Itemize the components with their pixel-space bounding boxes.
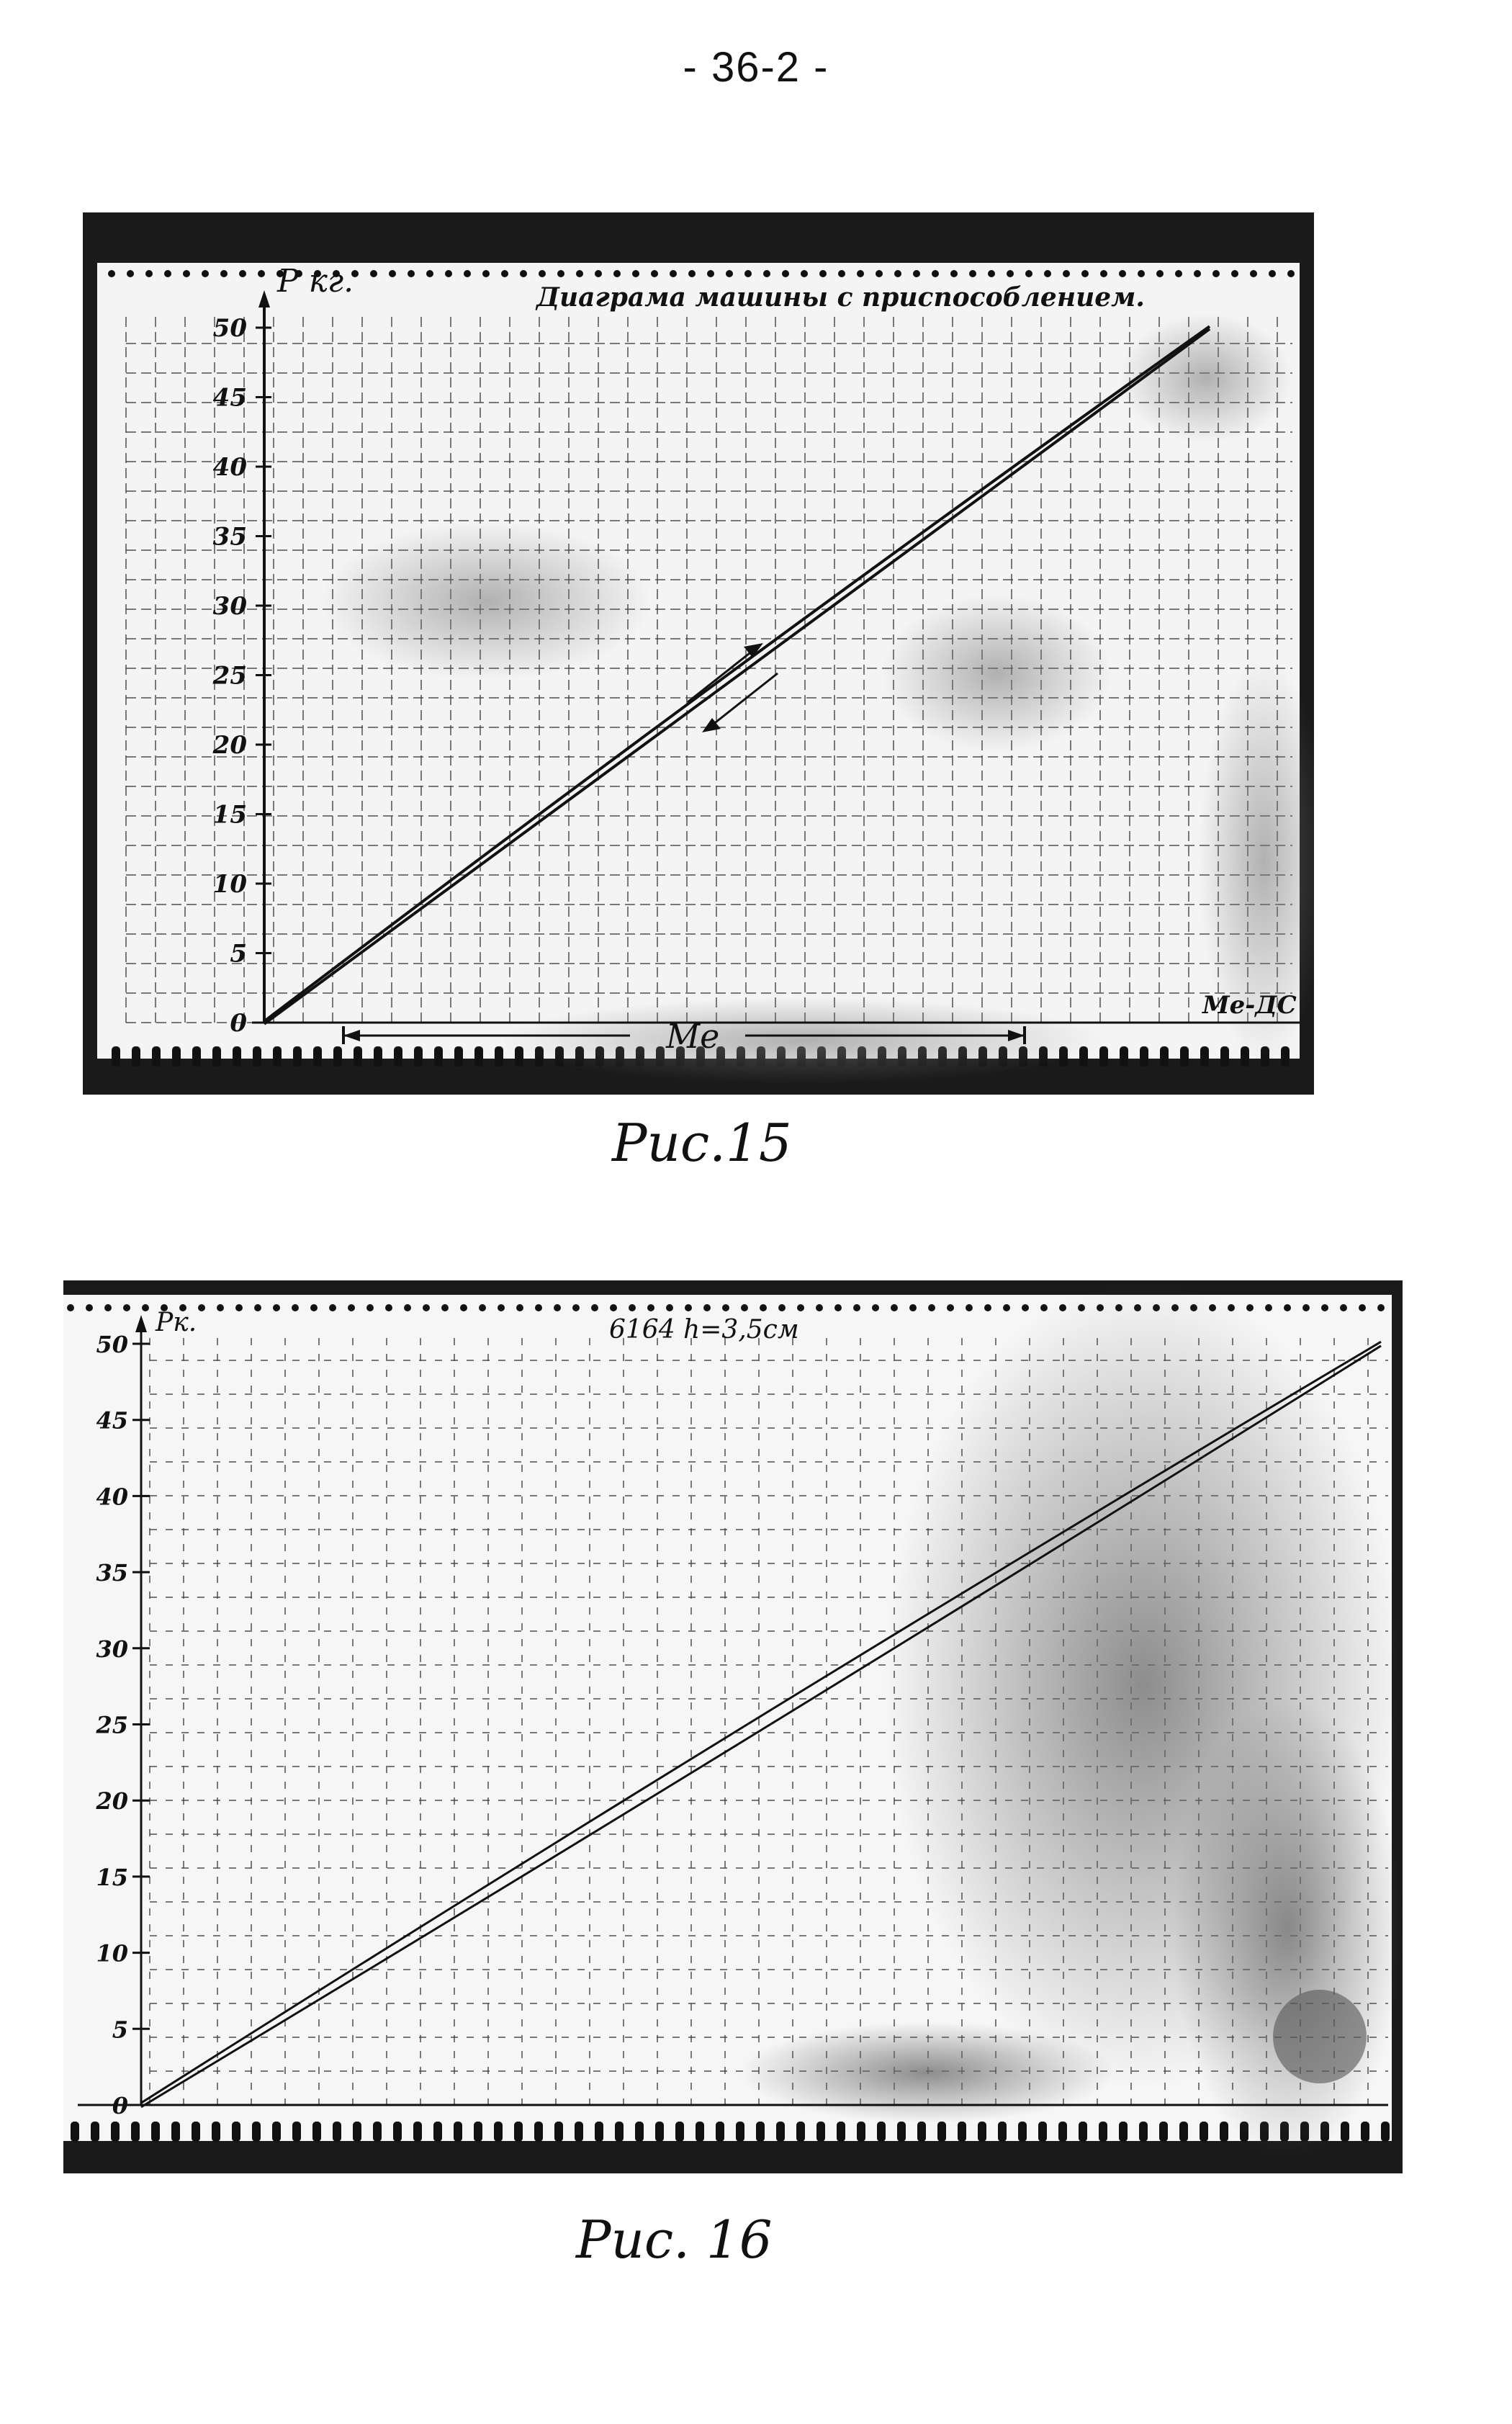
sprocket-hole bbox=[464, 270, 471, 277]
sprocket-hole bbox=[183, 270, 190, 277]
sprocket-hole bbox=[232, 2122, 240, 2142]
sprocket-hole bbox=[239, 270, 246, 277]
sprocket-hole bbox=[423, 1304, 430, 1311]
sprocket-hole bbox=[776, 2122, 785, 2142]
sprocket-hole bbox=[834, 1304, 842, 1311]
sprocket-hole bbox=[595, 2122, 603, 2142]
sprocket-hole bbox=[1003, 1304, 1010, 1311]
chart-paper bbox=[97, 263, 1300, 1059]
sprocket-hole bbox=[716, 2122, 724, 2142]
sprocket-hole bbox=[1231, 270, 1238, 277]
sprocket-hole bbox=[112, 1046, 120, 1067]
sprocket-hole bbox=[958, 2122, 966, 2142]
stain bbox=[882, 594, 1112, 753]
sprocket-hole bbox=[857, 2122, 865, 2142]
sprocket-hole bbox=[494, 2122, 503, 2142]
sprocket-hole bbox=[404, 1304, 411, 1311]
sprocket-hole bbox=[111, 2122, 120, 2142]
sprocket-hole bbox=[998, 2122, 1007, 2142]
sprocket-hole bbox=[950, 270, 958, 277]
y-tick-label: 50 bbox=[96, 1331, 128, 1358]
figure-15-plate bbox=[83, 212, 1314, 1095]
sprocket-hole bbox=[978, 2122, 986, 2142]
figure-15-chart bbox=[83, 212, 1314, 1095]
sprocket-hole bbox=[310, 1304, 318, 1311]
sprocket-hole bbox=[796, 2122, 805, 2142]
sprocket-hole bbox=[1302, 1304, 1310, 1311]
sprocket-hole bbox=[313, 1046, 322, 1067]
sprocket-hole bbox=[433, 2122, 442, 2142]
y-tick-label: 40 bbox=[212, 453, 247, 482]
sprocket-hole bbox=[1119, 270, 1126, 277]
sprocket-hole bbox=[535, 1304, 542, 1311]
sprocket-hole bbox=[1200, 1046, 1209, 1067]
sprocket-hole bbox=[891, 1304, 898, 1311]
sprocket-hole bbox=[212, 1046, 221, 1067]
sprocket-hole bbox=[354, 1046, 362, 1067]
sprocket-hole bbox=[220, 270, 228, 277]
sprocket-hole bbox=[857, 270, 864, 277]
sprocket-hole bbox=[1022, 1304, 1029, 1311]
y-tick-label: 15 bbox=[212, 800, 247, 830]
sprocket-hole bbox=[1007, 270, 1014, 277]
sprocket-hole bbox=[816, 1304, 823, 1311]
sprocket-hole bbox=[1246, 1304, 1254, 1311]
sprocket-hole bbox=[1340, 1304, 1347, 1311]
sprocket-hole bbox=[966, 1304, 973, 1311]
sprocket-hole bbox=[1179, 2122, 1188, 2142]
sprocket-hole bbox=[474, 2122, 482, 2142]
sprocket-hole bbox=[1100, 270, 1107, 277]
y-tick-label: 45 bbox=[96, 1406, 128, 1435]
sprocket-hole bbox=[501, 270, 508, 277]
sprocket-hole bbox=[703, 1304, 711, 1311]
y-tick-label: 30 bbox=[96, 1635, 128, 1663]
sprocket-hole bbox=[370, 270, 377, 277]
sprocket-hole bbox=[741, 1304, 748, 1311]
sprocket-hole bbox=[333, 1046, 342, 1067]
sprocket-hole bbox=[876, 270, 883, 277]
sprocket-hole bbox=[520, 270, 527, 277]
sprocket-hole bbox=[374, 1046, 382, 1067]
sprocket-hole bbox=[613, 270, 621, 277]
sprocket-hole bbox=[1119, 2122, 1128, 2142]
stain bbox=[740, 2022, 1115, 2123]
sprocket-hole bbox=[233, 1046, 241, 1067]
sprocket-hole bbox=[655, 2122, 664, 2142]
sprocket-hole bbox=[123, 1304, 130, 1311]
sprocket-hole bbox=[1038, 2122, 1047, 2142]
y-axis-label: Рк. bbox=[156, 1308, 197, 1337]
sprocket-hole bbox=[947, 1304, 954, 1311]
sprocket-hole bbox=[293, 1046, 302, 1067]
sprocket-hole bbox=[172, 1046, 181, 1067]
figure-15-caption: Рис.15 bbox=[612, 1113, 792, 1173]
sprocket-hole bbox=[86, 1304, 93, 1311]
y-tick-label: 50 bbox=[212, 314, 247, 343]
sprocket-hole bbox=[635, 2122, 644, 2142]
sprocket-hole bbox=[1058, 2122, 1067, 2142]
sprocket-hole bbox=[498, 1304, 505, 1311]
y-axis-label: Р кг. bbox=[277, 263, 354, 300]
sprocket-hole bbox=[688, 270, 696, 277]
sprocket-hole bbox=[1269, 270, 1276, 277]
sprocket-hole bbox=[1377, 1304, 1385, 1311]
sprocket-hole bbox=[198, 1304, 205, 1311]
y-tick-label: 5 bbox=[230, 939, 247, 969]
sprocket-hole bbox=[816, 2122, 825, 2142]
sprocket-hole bbox=[394, 1046, 402, 1067]
y-tick-label: 0 bbox=[230, 1009, 247, 1038]
sprocket-hole bbox=[778, 1304, 786, 1311]
sprocket-hole bbox=[744, 270, 752, 277]
sprocket-hole bbox=[385, 1304, 392, 1311]
sprocket-hole bbox=[763, 270, 770, 277]
sprocket-hole bbox=[1139, 2122, 1148, 2142]
sprocket-hole bbox=[127, 270, 134, 277]
sprocket-hole bbox=[647, 1304, 654, 1311]
sprocket-hole bbox=[91, 2122, 99, 2142]
page-number: - 36-2 - bbox=[683, 44, 829, 91]
sprocket-hole bbox=[164, 270, 171, 277]
sprocket-hole bbox=[445, 270, 452, 277]
sprocket-hole bbox=[736, 2122, 744, 2142]
sprocket-hole bbox=[595, 270, 602, 277]
sprocket-hole bbox=[782, 270, 789, 277]
sprocket-hole bbox=[479, 1304, 486, 1311]
sprocket-hole bbox=[1321, 1304, 1328, 1311]
sprocket-hole bbox=[534, 2122, 543, 2142]
sprocket-hole bbox=[212, 2122, 220, 2142]
sprocket-hole bbox=[1381, 2122, 1390, 2142]
sprocket-hole bbox=[651, 270, 658, 277]
sprocket-hole bbox=[1025, 270, 1032, 277]
sprocket-hole bbox=[894, 270, 901, 277]
sprocket-hole bbox=[460, 1304, 467, 1311]
sprocket-hole bbox=[253, 1046, 261, 1067]
y-tick-label: 25 bbox=[212, 661, 247, 691]
sprocket-hole bbox=[393, 2122, 402, 2142]
y-tick-label: 20 bbox=[212, 731, 247, 760]
sprocket-hole bbox=[632, 270, 639, 277]
sprocket-hole bbox=[254, 1304, 261, 1311]
sprocket-hole bbox=[1250, 270, 1257, 277]
sprocket-hole bbox=[675, 2122, 684, 2142]
sprocket-hole bbox=[897, 2122, 906, 2142]
sprocket-hole bbox=[454, 2122, 462, 2142]
sprocket-hole bbox=[1044, 270, 1051, 277]
y-tick-label: 10 bbox=[96, 1939, 128, 1967]
sprocket-hole bbox=[1120, 1046, 1128, 1067]
sprocket-hole bbox=[1099, 2122, 1107, 2142]
sprocket-hole bbox=[576, 270, 583, 277]
sprocket-hole bbox=[273, 1046, 282, 1067]
sprocket-hole bbox=[801, 270, 808, 277]
sprocket-hole bbox=[1138, 270, 1145, 277]
stain bbox=[320, 522, 652, 681]
sprocket-hole bbox=[192, 2122, 200, 2142]
sprocket-hole bbox=[151, 2122, 160, 2142]
sprocket-hole bbox=[1212, 270, 1220, 277]
sprocket-hole bbox=[722, 1304, 729, 1311]
sprocket-hole bbox=[132, 1046, 140, 1067]
y-tick-label: 25 bbox=[96, 1711, 128, 1739]
x-axis-label: Ме bbox=[666, 1017, 720, 1056]
sprocket-hole bbox=[152, 1046, 161, 1067]
sprocket-hole bbox=[1220, 1046, 1229, 1067]
y-tick-label: 35 bbox=[212, 522, 247, 552]
sprocket-hole bbox=[495, 1046, 503, 1067]
sprocket-hole bbox=[591, 1304, 598, 1311]
sprocket-hole bbox=[988, 270, 995, 277]
sprocket-hole bbox=[1284, 1304, 1291, 1311]
sprocket-hole bbox=[258, 270, 265, 277]
sprocket-hole bbox=[1175, 270, 1182, 277]
sprocket-hole bbox=[408, 270, 415, 277]
sprocket-hole bbox=[1081, 270, 1089, 277]
sprocket-hole bbox=[202, 270, 209, 277]
sprocket-hole bbox=[482, 270, 490, 277]
sprocket-hole bbox=[760, 1304, 767, 1311]
sprocket-hole bbox=[837, 2122, 845, 2142]
sprocket-hole bbox=[872, 1304, 879, 1311]
y-tick-label: 35 bbox=[96, 1559, 128, 1587]
figure-16-caption: Рис. 16 bbox=[576, 2209, 773, 2270]
sprocket-hole bbox=[235, 1304, 243, 1311]
sprocket-hole bbox=[1159, 2122, 1168, 2142]
sprocket-hole bbox=[142, 1304, 149, 1311]
sprocket-hole bbox=[474, 1046, 483, 1067]
sprocket-hole bbox=[1180, 1046, 1189, 1067]
sprocket-hole bbox=[1079, 2122, 1087, 2142]
sprocket-hole bbox=[312, 2122, 321, 2142]
sprocket-hole bbox=[1099, 1046, 1108, 1067]
sprocket-hole bbox=[554, 2122, 563, 2142]
sprocket-hole bbox=[670, 270, 677, 277]
sprocket-hole bbox=[666, 1304, 673, 1311]
sprocket-hole bbox=[71, 2122, 79, 2142]
sprocket-hole bbox=[726, 270, 733, 277]
sprocket-hole bbox=[554, 1304, 561, 1311]
sprocket-hole bbox=[217, 1304, 224, 1311]
sprocket-hole bbox=[1359, 1304, 1366, 1311]
y-tick-label: 30 bbox=[212, 592, 247, 621]
chart-title: Диаграма машины с приспособлением. bbox=[536, 282, 1145, 313]
sprocket-hole bbox=[629, 1304, 636, 1311]
sprocket-hole bbox=[329, 1304, 336, 1311]
sprocket-hole bbox=[969, 270, 976, 277]
sprocket-hole bbox=[67, 1304, 74, 1311]
x-axis-end-label: Ме-ДС bbox=[1202, 991, 1297, 1020]
sprocket-hole bbox=[913, 270, 920, 277]
sprocket-hole bbox=[252, 2122, 261, 2142]
sprocket-hole bbox=[171, 2122, 180, 2142]
sprocket-hole bbox=[292, 1304, 299, 1311]
sprocket-hole bbox=[1200, 2122, 1208, 2142]
sprocket-hole bbox=[615, 2122, 624, 2142]
sprocket-hole bbox=[348, 1304, 355, 1311]
sprocket-hole bbox=[539, 270, 546, 277]
sprocket-hole bbox=[353, 2122, 361, 2142]
sprocket-hole bbox=[819, 270, 827, 277]
stain bbox=[1273, 1990, 1367, 2083]
sprocket-hole bbox=[108, 270, 115, 277]
sprocket-hole bbox=[853, 1304, 860, 1311]
sprocket-hole bbox=[366, 1304, 374, 1311]
sprocket-hole bbox=[707, 270, 714, 277]
sprocket-hole bbox=[932, 270, 939, 277]
sprocket-hole bbox=[696, 2122, 704, 2142]
sprocket-hole bbox=[292, 2122, 301, 2142]
sprocket-hole bbox=[984, 1304, 991, 1311]
sprocket-hole bbox=[373, 2122, 382, 2142]
sprocket-hole bbox=[877, 2122, 886, 2142]
stain bbox=[1172, 1698, 1403, 2159]
sprocket-hole bbox=[1265, 1304, 1272, 1311]
sprocket-hole bbox=[797, 1304, 804, 1311]
sprocket-hole bbox=[514, 2122, 523, 2142]
y-tick-label: 15 bbox=[96, 1863, 128, 1891]
sprocket-hole bbox=[1140, 1046, 1148, 1067]
sprocket-hole bbox=[1194, 270, 1201, 277]
sprocket-hole bbox=[131, 2122, 140, 2142]
sprocket-hole bbox=[145, 270, 153, 277]
sprocket-hole bbox=[838, 270, 845, 277]
sprocket-hole bbox=[273, 1304, 280, 1311]
sprocket-hole bbox=[1156, 270, 1164, 277]
sprocket-hole bbox=[756, 2122, 765, 2142]
sprocket-hole bbox=[272, 2122, 281, 2142]
sprocket-hole bbox=[389, 270, 396, 277]
sprocket-hole bbox=[557, 270, 564, 277]
sprocket-hole bbox=[414, 1046, 423, 1067]
sprocket-hole bbox=[441, 1304, 449, 1311]
y-tick-label: 0 bbox=[112, 2092, 128, 2119]
figure-16-plate bbox=[63, 1280, 1403, 2173]
sprocket-hole bbox=[610, 1304, 617, 1311]
sprocket-hole bbox=[104, 1304, 112, 1311]
y-tick-label: 40 bbox=[96, 1483, 128, 1511]
sprocket-hole bbox=[1063, 270, 1070, 277]
chart-title: 6164 h=3,5см bbox=[609, 1315, 799, 1345]
sprocket-hole bbox=[333, 2122, 341, 2142]
sprocket-hole bbox=[516, 1304, 523, 1311]
sprocket-hole bbox=[413, 2122, 422, 2142]
sprocket-hole bbox=[426, 270, 433, 277]
sprocket-hole bbox=[1018, 2122, 1027, 2142]
y-tick-label: 5 bbox=[112, 2016, 128, 2044]
sprocket-hole bbox=[917, 2122, 926, 2142]
figure-16-chart bbox=[63, 1280, 1403, 2173]
y-tick-label: 45 bbox=[212, 383, 247, 413]
y-tick-label: 20 bbox=[96, 1787, 128, 1815]
sprocket-hole bbox=[909, 1304, 917, 1311]
sprocket-hole bbox=[434, 1046, 443, 1067]
sprocket-hole bbox=[685, 1304, 692, 1311]
sprocket-hole bbox=[1160, 1046, 1169, 1067]
sprocket-hole bbox=[575, 2122, 583, 2142]
y-tick-label: 10 bbox=[212, 870, 247, 899]
sprocket-hole bbox=[454, 1046, 463, 1067]
sprocket-hole bbox=[192, 1046, 201, 1067]
sprocket-hole bbox=[1287, 270, 1295, 277]
sprocket-hole bbox=[1361, 2122, 1369, 2142]
sprocket-hole bbox=[572, 1304, 580, 1311]
sprocket-hole bbox=[937, 2122, 946, 2142]
stain bbox=[500, 997, 1105, 1084]
sprocket-hole bbox=[928, 1304, 935, 1311]
